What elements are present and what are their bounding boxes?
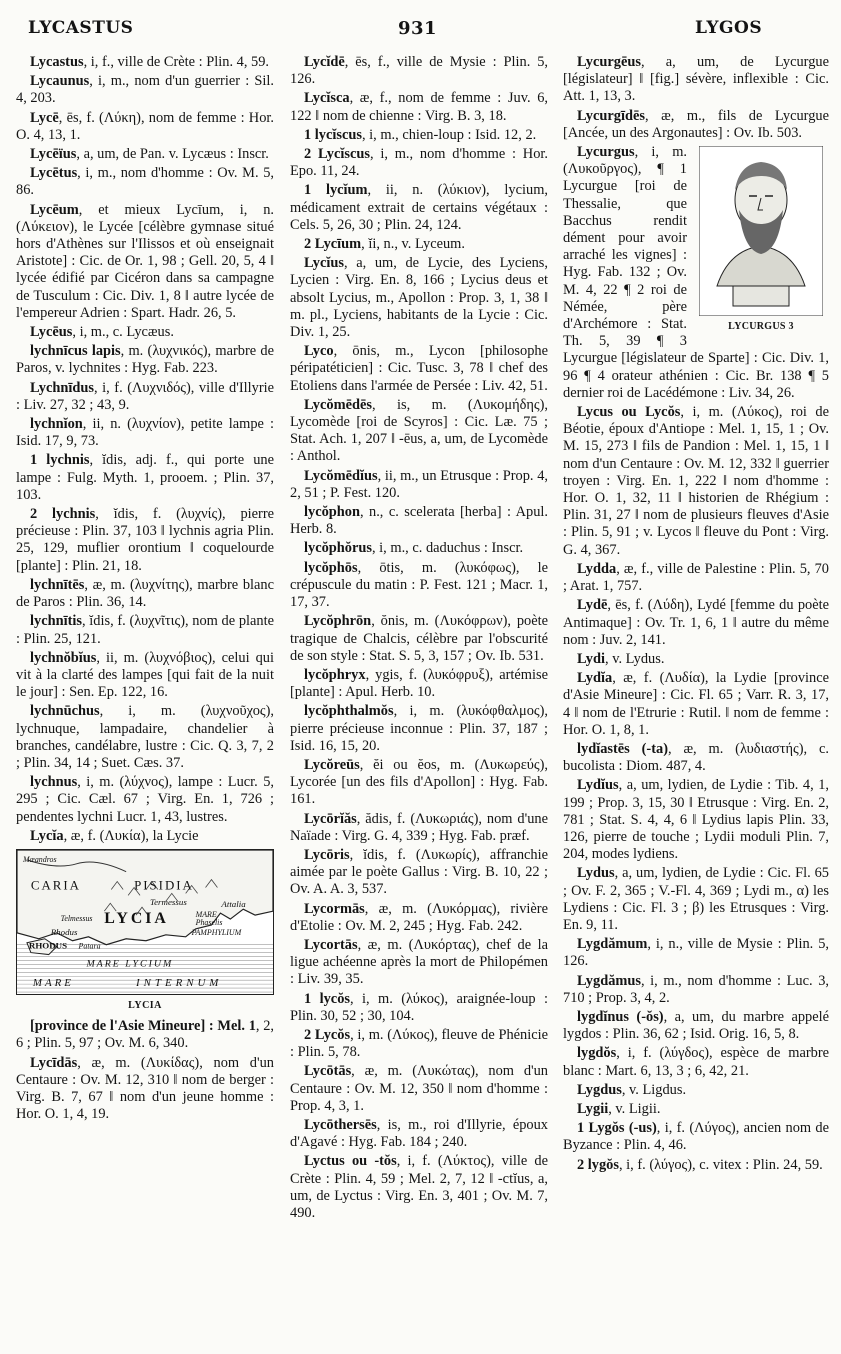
dictionary-entry: Lydĭus, a, um, lydien, de Lydie : Tib. 4, 1, 199 ; Prop. 3, 15, 30 ‖ Etrusque : Virg. En. 2, 781 ; Stat. S. 4, 4, 6 ‖ Lydius lapis Plin. 33, 126, pierre de touche ; Lydii moduli Plin. 7, 204, modes lydiens. (563, 777, 829, 863)
column-2-entries (290, 54, 548, 1222)
page-number: 931 (398, 18, 438, 39)
dictionary-entry: Lyctus ou -tŏs, i, f. (Λύκτος), ville de Crète : Plin. 4, 59 ; Mel. 2, 7, 12 ‖ -ctĭus, a, um, de Lyctus : Virg. En. 3, 401 ; Ov. M. 7, 490. (290, 1153, 548, 1221)
dictionary-entry: Lydi, v. Lydus. (577, 650, 665, 667)
running-head-right: LYGOS (695, 18, 763, 38)
dictionary-entry: lycŏphthalmŏs, i, m. (λυκόφθαλμος), pierre précieuse inconnue : Plin. 37, 187 ; Isid. 16, 15, 20. (290, 703, 548, 754)
dictionary-entry: Lycōthersēs, is, m., roi d'Illyrie, époux d'Agavé : Hyg. Fab. 184 ; 240. (290, 1116, 548, 1151)
dictionary-entry: 2 Lycĭscus, i, m., nom d'homme : Hor. Epo. 11, 24. (290, 146, 548, 180)
dictionary-entry: 2 lychnis, ĭdis, f. (λυχνίς), pierre précieuse : Plin. 37, 103 ‖ lychnis agria Plin. 25, 129, muflier orontium ‖ coquelourde [plante] : Plin. 21, 18. (16, 506, 274, 574)
map-label-patara: Patara (78, 941, 101, 951)
figure-caption: LYCURGUS 3 (728, 321, 794, 333)
dictionary-entry: Lycĭus, a, um, de Lycie, des Lyciens, Lycien : Virg. En. 8, 166 ; Lycius deus et absolt Lycius, m., Apollon : Prop. 3, 1, 38 ‖ m. pl., Lyciens, habitants de la Lycie : Cic. Div. 1, 25. (290, 255, 548, 341)
dictionary-entry: 2 lygŏs, i, f. (λύγος), c. vitex : Plin. 24, 59. (577, 1156, 823, 1173)
map-label-mare: MARE (32, 977, 74, 990)
map-label-attalia: Attalia (221, 899, 246, 910)
dictionary-entry: Lycĭa, æ, f. (Λυκία), la Lycie (30, 827, 199, 844)
dictionary-entry: Lycīdās, æ, m. (Λυκίδας), nom d'un Centaure : Ov. M. 12, 310 ‖ nom de berger : Virg. B. 7, 67 ‖ nom d'un jeune homme : Hor. O. 1, 4, 19. (16, 1054, 274, 1123)
dictionary-entry: lychnus, i, m. (λύχνος), lampe : Lucr. 5, 295 ; Cic. Cæl. 67 ; Virg. En. 1, 726 ; pendentes lychni Lucr. 1, 43, lustres. (16, 774, 274, 825)
dictionary-entry: Lycŏreūs, ĕi ou ĕos, m. (Λυκωρεύς), Lycorée [un des fils d'Apollon] : Hyg. Fab. 161. (290, 756, 548, 808)
dictionary-entry: Lycēïus, a, um, de Pan. v. Lycæus : Inscr. (30, 146, 269, 163)
map-caption: LYCIA (128, 999, 162, 1011)
dictionary-entry: Lyco, ōnis, m., Lycon [philosophe péripatéticien] : Cic. Tusc. 3, 78 ‖ chef des Etoliens dans l'armée de Persée : Liv. 42, 51. (290, 343, 548, 394)
dictionary-entry: lychnītēs, æ, m. (λυχνίτης), marbre blanc de Paros : Plin. 36, 14. (16, 576, 274, 611)
map-label-mare-lycium: MARE LYCIUM (86, 958, 174, 970)
dictionary-entry: Lygdus, v. Ligdus. (577, 1081, 687, 1098)
dictionary-entry: Lycaunus, i, m., nom d'un guerrier : Sil. 4, 203. (16, 73, 274, 107)
dictionary-entry: lycŏphon, n., c. scelerata [herba] : Apul. Herb. 8. (290, 504, 548, 538)
dictionary-entry: lychnītis, ĭdis, f. (λυχνῖτις), nom de plante : Plin. 25, 121. (16, 613, 274, 647)
dictionary-entry: lychnīcus lapis, m. (λυχνικός), marbre de Paros, v. lychnites : Hyg. Fab. 223. (16, 343, 274, 377)
dictionary-entry: Lycurgīdēs, æ, m., fils de Lycurgue [Ancée, un des Argonautes] : Ov. Ib. 503. (563, 107, 829, 141)
dictionary-entry: Lydē, ēs, f. (Λύδη), Lydé [femme du poète Antimaque] : Ov. Tr. 1, 6, 1 ‖ autre du même nom : Juv. 2, 141. (563, 597, 829, 648)
dictionary-entry: Lydĭa, æ, f. (Λυδία), la Lydie [province d'Asie Mineure] : Cic. Fl. 65 ; Varr. R. 3, 17, 4 ‖ nom de l'Etrurie : Rutil. ‖ nom de femme : Hor. O. 1, 8, 1. (563, 670, 829, 738)
dictionary-entry: lycŏphŏrus, i, m., c. daduchus : Inscr. (304, 540, 524, 557)
column-3 (563, 54, 829, 1346)
dictionary-entry: 2 Lycīum, ĭi, n., v. Lyceum. (304, 236, 465, 253)
bust-pedestal (733, 284, 789, 306)
running-head-left: LYCASTUS (28, 18, 134, 38)
dictionary-entry: Lycormās, æ, m. (Λυκόρμας), rivière d'Etolie : Ov. M. 2, 245 ; Hyg. Fab. 242. (290, 900, 548, 934)
map-label-lycia: LYCIA (104, 909, 169, 927)
map-label-pamphylium: PAMPHYLIUM (191, 927, 242, 937)
dictionary-entry: Lycōris, ĭdis, f. (Λυκωρίς), affranchie aimée par le poète Gallus : Virg. B. 10, 22 ; Ov. A. A. 3, 537. (290, 846, 548, 898)
dictionary-entry: Lycurgēus, a, um, de Lycurgue [législateur] ‖ [fig.] sévère, inflexible : Cic. Att. 1, 13, 3. (563, 54, 829, 105)
dictionary-entry: 1 lycĭscus, i, m., chien-loup : Isid. 12, 2. (304, 126, 537, 143)
lycurgus-bust-illustration (699, 146, 823, 316)
dictionary-entry: Lycurgus, i, m. (Λυκοῦργος), ¶ 1 Lycurgue [roi de Thessalie, que Bacchus rendit dément pour avoir arraché les vignes] : Hyg. Fab. 132 ; Ov. M. 4, 22 ¶ 2 roi de Némée, père d'Archémore : Stat. Th. 5, 39 ¶ 3 Lycurgue [législateur de Sparte] : Cic. Div. 1, 96 ¶ 4 orateur athénien : Cic. Br. 138 ¶ 5 dernier roi de Lacédémone : Liv. 34, 26. (563, 144, 829, 401)
dictionary-entry: lycŏphryx, ygis, f. (λυκόφρυξ), artémise [plante] : Apul. Herb. 10. (290, 666, 548, 701)
dictionary-entry: Lycŏmēdēs, is, m. (Λυκομήδης), Lycomède [roi de Scyros] : Cic. Læ. 75 ; Stat. Ach. 1, 207 ‖ -ēus, a, um, de Lycomède : Anthol. (290, 396, 548, 465)
dictionary-entry: Lydus, a, um, lydien, de Lydie : Cic. Fl. 65 ; Ov. F. 2, 365 ; V.-Fl. 4, 369 ; Lydi m., α) les Lydiens : Cic. Fl. 3 ; β) les Etrusques : Virg. En. 9, 11. (563, 865, 829, 933)
lycurgus-figure (693, 146, 829, 335)
dictionary-entry: Lycēus, i, m., c. Lycæus. (30, 324, 174, 341)
lycia-map (16, 849, 274, 995)
map-label-phaselis: Phaselis (195, 917, 223, 927)
dictionary-entry: Lycēum, et mieux Lycīum, i, n. (Λύκειον), le Lycée [célèbre gymnase situé hors d'Athènes sur l'Ilissos et où enseignait Aristote] : Cic. de Or. 1, 98 ; Gell. 20, 5, 4 ‖ lycée édifié par Cicéron dans sa campagne de Tusculum : Cic. Div. 1, 8 ‖ autre lycée de l'empereur Adrien : Spart. Hadr. 26, 5. (16, 201, 274, 321)
dictionary-entry: Lycōtās, æ, m. (Λυκώτας), nom d'un Centaure : Ov. M. 12, 350 ‖ nom d'homme : Prop. 4, 3, 1. (290, 1063, 548, 1114)
dictionary-entry: lychnūchus, i, m. (λυχνοῦχος), lychnuque, lampadaire, chandelier à branches, candélabre, lustre : Cic. Q. 3, 7, 2 ; Plin. 34, 14 ; Suet. Cæs. 37. (16, 703, 274, 771)
dictionary-entry: lydĭastēs (-ta), æ, m. (λυδιαστής), c. bucolista : Diom. 487, 4. (563, 740, 829, 775)
map-label-maeandros: Mæandros (22, 854, 57, 864)
dictionary-entry: 1 lycĭum, ii, n. (λύκιον), lycium, médicament extrait de certains végétaux : Cels. 5, 26, 30 ; Plin. 24, 124. (290, 182, 548, 233)
column-1-after-map (16, 1018, 274, 1123)
map-label-pisidia: PISIDIA (134, 878, 194, 893)
column-1 (16, 54, 274, 1346)
dictionary-entry: lygdĭnus (-ŏs), a, um, du marbre appelé lygdos : Plin. 36, 62 ; Isid. Orig. 16, 5, 8. (563, 1008, 829, 1043)
dictionary-entry: Lycōrĭăs, ădis, f. (Λυκωριάς), nom d'une Naïade : Virg. G. 4, 339 ; Hyg. Fab. præf. (290, 810, 548, 844)
map-label-telmessus: Telmessus (60, 913, 93, 923)
dictionary-entry: 1 Lygŏs (-us), i, f. (Λύγος), ancien nom de Byzance : Plin. 4, 46. (563, 1120, 829, 1154)
dictionary-entry: Lycŏmēdĭus, ii, m., un Etrusque : Prop. 4, 2, 51 ; P. Fest. 120. (290, 467, 548, 501)
map-label-rhodus-island: RHODUS (28, 940, 68, 951)
dictionary-entry: Lycortās, æ, m. (Λυκόρτας), chef de la ligue achéenne après la mort de Philopémen : Liv. 39, 35. (290, 936, 548, 988)
map-label-mare-small: MARE (195, 910, 217, 919)
dictionary-entry: lygdŏs, i, f. (λύγδος), espèce de marbre blanc : Mart. 6, 13, 3 ; 6, 42, 21. (563, 1045, 829, 1079)
dictionary-entry: Lygdămum, i, n., ville de Mysie : Plin. 5, 126. (563, 936, 829, 970)
dictionary-entry: Lycastus, i, f., ville de Crète : Plin. 4, 59. (30, 54, 270, 70)
dictionary-entry: Lydda, æ, f., ville de Palestine : Plin. 5, 70 ; Arat. 1, 757. (563, 560, 829, 595)
dictionary-entry: 1 lychnis, ĭdis, adj. f., qui porte une lampe : Fulg. Myth. 1, prooem. ; Plin. 37, 103. (16, 452, 274, 503)
map-label-internum: INTERNUM (136, 977, 223, 990)
dictionary-entry: Lycĭdē, ēs, f., ville de Mysie : Plin. 5, 126. (290, 54, 548, 88)
map-label-caria: CARIA (30, 878, 81, 893)
dictionary-entry: Lygdămus, i, m., nom d'homme : Luc. 3, 710 ; Prop. 3, 4, 2. (563, 972, 829, 1006)
dictionary-entry: 1 lycŏs, i, m. (λύκος), araignée-loup : Plin. 30, 52 ; 30, 104. (290, 990, 548, 1024)
dictionary-entry: 2 Lycŏs, i, m. (Λύκος), fleuve de Phénicie : Plin. 5, 78. (290, 1026, 548, 1061)
dictionary-entry: lychnŏbĭus, ii, m. (λυχνόβιος), celui qui vit à la clarté des lampes [qui fait de la nuit le jour] : Sen. Ep. 122, 16. (16, 649, 274, 701)
column-1-entries (16, 54, 274, 845)
dictionary-entry: lycŏphōs, ōtis, m. (λυκόφως), le crépuscule du matin : P. Fest. 121 ; Macr. 1, 17, 37. (290, 559, 548, 611)
map-label-rhodus-town: Rhodus (50, 926, 78, 937)
dictionary-entry: Lycĭsca, æ, f., nom de femme : Juv. 6, 122 ‖ nom de chienne : Virg. B. 3, 18. (290, 90, 548, 124)
map-label-termessus: Termessus (149, 897, 187, 908)
dictionary-entry: [province de l'Asie Mineure] : Mel. 1, 2, 6 ; Plin. 5, 97 ; Ov. M. 6, 340. (16, 1018, 274, 1052)
dictionary-entry: Lycē, ēs, f. (Λύκη), nom de femme : Hor. O. 4, 13, 1. (16, 109, 274, 143)
column-2 (290, 54, 548, 1346)
dictionary-entry: Lycus ou Lycŏs, i, m. (Λύκος), roi de Béotie, époux d'Antiope : Mel. 1, 15, 1 ; Ov. M. 15, 273 ‖ fils de Pandion : Mel. 1, 15, 1 ‖ nom d'un Centaure : Ov. M. 12, 332 ‖ guerrier troyen : Virg. En. 1, 222 ‖ nom d'homme : Hor. O. 1, 32, 11 ‖ historien de Rhégium : Plin. 31, 27 ‖ nom de plusieurs fleuves d'Asie : Plin. 5, 91 ; v. Lycos ‖ fleuve du Pont : Virg. G. 4, 367. (563, 404, 829, 558)
dictionary-entry: Lycētus, i, m., nom d'homme : Ov. M. 5, 86. (16, 165, 274, 199)
dictionary-entry: Lychnīdus, i, f. (Λυχνιδός), ville d'Illyrie : Liv. 27, 32 ; 43, 9. (16, 379, 274, 413)
dictionary-entry: lychnĭon, ii, n. (λυχνίον), petite lampe : Isid. 17, 9, 73. (16, 416, 274, 450)
dictionary-entry: Lygii, v. Ligii. (577, 1100, 661, 1117)
dictionary-entry: Lycŏphrōn, ŏnis, m. (Λυκόφρων), poète tragique de Chalcis, célèbre par l'obscurité de son style : Stat. S. 5, 3, 157 ; Ov. Ib. 531. (290, 613, 548, 664)
column-3-before-figure (563, 54, 829, 142)
